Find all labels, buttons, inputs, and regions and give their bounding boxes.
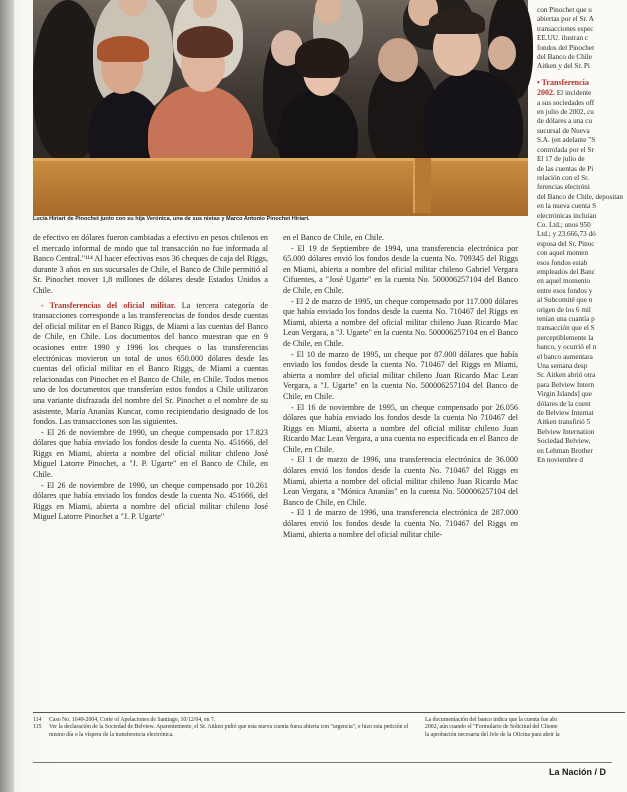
- column-line: con aquel momen: [537, 249, 589, 258]
- column-line: Belview Internation: [537, 427, 595, 436]
- column-line: en julio de 2002, cu: [537, 108, 594, 117]
- footnote-text: Caso No. 1649-2004, Corte of Apelaciones de Santiago, 10/12/04, en 7.: [49, 717, 216, 723]
- column-line: Aitken transfirió 5: [537, 418, 591, 427]
- paragraph: - El 19 de Septiembre de 1994, una transferencia electrónica por 65.000 dólares envió los fondos desde la cuenta No. 709345 del Riggs en Miami, abierta a nombre del oficial militar chileno Gabriel Vergara Cifuentes, a "José Ugarte" en la cuenta No. 500006257104 del Banco de Chile, en Chile.: [283, 243, 518, 295]
- column-line: al Subcomité que n: [537, 296, 593, 305]
- column-line: El 17 de julio de: [537, 155, 585, 164]
- column-line: en la nueva cuenta S: [537, 202, 597, 211]
- column-line: S.A. (en adelante "S: [537, 136, 596, 145]
- column-line: para Belview Intern: [537, 380, 595, 389]
- column-line: Sr. Aitken abrió otra: [537, 371, 596, 380]
- footnote-right: [425, 717, 612, 739]
- column-line: esposa del Sr. Pinoc: [537, 239, 595, 248]
- paragraph: - El 10 de marzo de 1995, un cheque por 87.000 dólares que había enviado los fondos desde la cuenta No. 710467 del Riggs en Miami, abierta a nombre del oficial militar chileno Juan Ricardo Mac Lean Vergara, a "J. Ugarte" en la cuenta No. 500006257104 del Banco de Chile, en Chile.: [283, 349, 518, 401]
- column-line: entre esos fondos y: [537, 286, 593, 295]
- column-line: de Belview Internat: [537, 409, 594, 418]
- footer-rule: [33, 762, 612, 763]
- paragraph: - El 26 de noviembre de 1990, un cheque compensado por 17.823 dólares que había enviado los fondos desde la cuenta No. 451666, del Riggs en Miami, abierta a nombre del oficial militar chileno José Miguel Latorre Pinochet, a "J. P. Ugarte" en el Banco de Chile, en Chile.: [33, 427, 268, 480]
- column-line: empleados del Banc: [537, 267, 595, 276]
- column-line: tenían una cuantía p: [537, 315, 595, 323]
- paragraph: - El 16 de noviembre de 1995, un cheque compensado por 26.056 dólares que había enviado los fondos desde la cuenta No 710467 del Riggs en Miami, abierta a nombre del oficial militar chileno Juan Ricardo Mac Lean Vergara, a una cuenta no especificada en el Banco de Chile, en Chile.: [283, 402, 518, 454]
- column-line: dólares de la cuent: [537, 399, 591, 408]
- column-line: fondos del Pinochet: [537, 43, 595, 52]
- footnote-line: 2002, aún cuando el "Formulario de Solicitud del Cliente: [425, 724, 558, 731]
- paragraph: de efectivo en dólares fueron cambiadas a efectivo en pesos chilenos en el mercado informal de modo que tal transacción no fue informada al Banco Central."¹¹⁴ Al hacer efectivos esos 36 cheques de caja del Riggs, durante 3 años en sus sucursales de Chile, el Banco de Chile permitió al Sr. Pinochet mover 1,8 millones de dólares desde Estados Unidos a Chile.: [33, 233, 268, 295]
- paragraph-text: La tercera categoría de transacciones corresponde a las transferencias de fondos desde cuentas del oficial militar en el Banco Riggs, de Miami a las cuentas del Banco de Chile, en Chile. Los documentos del banco muestran que en 9 ocasiones entre 1990 y 1996 los cheques o las transferencias electrónicas movieron un total de unos 650.000 dólares desde las cuentas del oficial militar en el Banco Riggs, de Miami a cuentas relacionadas con Pinochet en el Banco de Chile, en Chile. Todos menos uno de los documentos que transferían estos fondos a Chile utilizaron una variante disfrazada del nombre del Sr. Pinochet o el nombre de su asistente, María Ananías Kuncar, como recipiendario designado de los fondos. Las transacciones son las siguientes.: [33, 300, 269, 427]
- column-line: sucursal de Nueva: [537, 126, 590, 135]
- column-line: controlada por el Sr: [537, 145, 594, 154]
- footnote-rule: [33, 712, 625, 713]
- column-line: relación con el Sr.: [537, 173, 589, 182]
- column-line: esos fondos estab: [537, 258, 588, 267]
- column-right-body: [537, 99, 627, 466]
- paragraph: - El 2 de marzo de 1995, un cheque compensado por 117.000 dólares que había enviado los fondos desde la cuenta No. 710467 del Riggs en Miami, abierta a nombre del oficial militar chileno Juan Ricardo Mac Lean Vergara, a "J. Ugarte" en la cuenta No. 500006257104 en el Banco de Chile, en Chile.: [283, 296, 518, 348]
- subheading: - Transferencias del oficial militar.: [41, 300, 176, 310]
- column-middle: [283, 233, 518, 540]
- column-line: origen de los 6 mil: [537, 305, 591, 314]
- section-head: • Transferencia: [537, 77, 589, 87]
- column-left: [33, 233, 268, 523]
- column-line: banco, y ocurrió el n: [537, 343, 597, 352]
- paragraph: - El 26 de noviembre de 1990, un cheque compensado por 10.261 dólares que había enviado los fondos desde la cuenta No. 451666, del Riggs en Miami, abierta a nombre del oficial militar chileno José Miguel Latorre Pinochet a "J. P. Ugarte": [33, 480, 268, 522]
- column-line: del Banco de Chile: [537, 53, 592, 62]
- column-line: con Pinochet que u: [537, 6, 592, 14]
- column-line: en aquel momento: [537, 277, 591, 286]
- column-line: perceptiblemente la: [537, 333, 594, 342]
- footnotes: [33, 717, 413, 739]
- footnote-text: Ver la declaración de la Sociedad de Belview. Aparentemente, el Sr. Aitken pidió que esta nueva cuenta fuera abierta con "urgencia", e hizo esta petición el mismo día o la víspera de la transferencia electrónica.: [49, 724, 409, 738]
- section-first-line: [537, 88, 627, 98]
- column-line: ferencias electróni: [537, 183, 590, 192]
- column-line: del Banco de Chile, depositan: [537, 192, 624, 201]
- column-line: transacciones espec: [537, 24, 594, 33]
- paragraph: en el Banco de Chile, en Chile.: [283, 233, 385, 242]
- page-fold-shadow: [0, 0, 14, 792]
- column-line: electrónicas incluían: [537, 211, 597, 220]
- section-year: 2002.: [537, 88, 555, 98]
- column-right-top: [537, 0, 627, 72]
- footnote-line: la aprobación necesaria del Jefe de la Oficina para abrir la: [425, 731, 560, 738]
- paragraph: [33, 301, 268, 428]
- column-line: Ltd.; y 23.666,73 dó: [537, 230, 596, 239]
- paragraph: - El 1 de marzo de 1996, una transferencia electrónica de 287.000 dólares envió los fondos desde la cuenta No. 710467 del Riggs en Miami, abierta a nombre del oficial militar chile-: [283, 508, 518, 539]
- photo-caption: Lucía Hiriart de Pinochet junto con su hija Verónica, una de sus nietas y Marco Antonio Pinochet Hiriart.: [33, 216, 310, 222]
- column-right-clipped: [537, 0, 627, 466]
- column-line: el banco aumentara: [537, 352, 593, 361]
- column-line: EE.UU. ilustran c: [537, 34, 589, 43]
- column-line: en Lehman Brother: [537, 446, 593, 455]
- column-line: Aitken y del Sr. Pi: [537, 62, 590, 71]
- column-line: abiertas por el Sr. A: [537, 15, 594, 24]
- footnote-number: 115: [33, 724, 42, 731]
- footnote: [33, 724, 413, 739]
- column-line: a sus sociedades off: [537, 98, 595, 107]
- column-line: Virgin Islands] que: [537, 390, 592, 399]
- column-line: de las cuentas de Pi: [537, 164, 594, 173]
- family-photo: [33, 0, 528, 213]
- column-line: Una semana desp: [537, 362, 588, 371]
- section-heading: [537, 78, 627, 88]
- column-line: transacción que el S: [537, 324, 595, 333]
- column-line: Co. Ltd.; unos 950: [537, 220, 591, 229]
- column-line: de dólares a una cu: [537, 117, 593, 126]
- paragraph: - El 1 de marzo de 1996, una transferencia electrónica de 36.000 dólares envió los fondos desde la cuenta No. 710467 del Riggs en Miami, abierta a nombre del oficial militar chileno Juan Ricardo Mac Lean Vergara, a "Mónica Ananías" en la cuenta No. 500006257104 del Banco de Chile, en Chile.: [283, 455, 518, 507]
- section-rest: El incidente: [555, 89, 592, 98]
- column-line: En noviembre d: [537, 456, 583, 465]
- footnote-line: La documentación del banco indica que la cuenta fue abi: [425, 717, 557, 723]
- footnote-number: 114: [33, 717, 42, 723]
- column-line: Sociedad Belview,: [537, 437, 591, 446]
- footer-brand: La Nación / D: [549, 767, 607, 777]
